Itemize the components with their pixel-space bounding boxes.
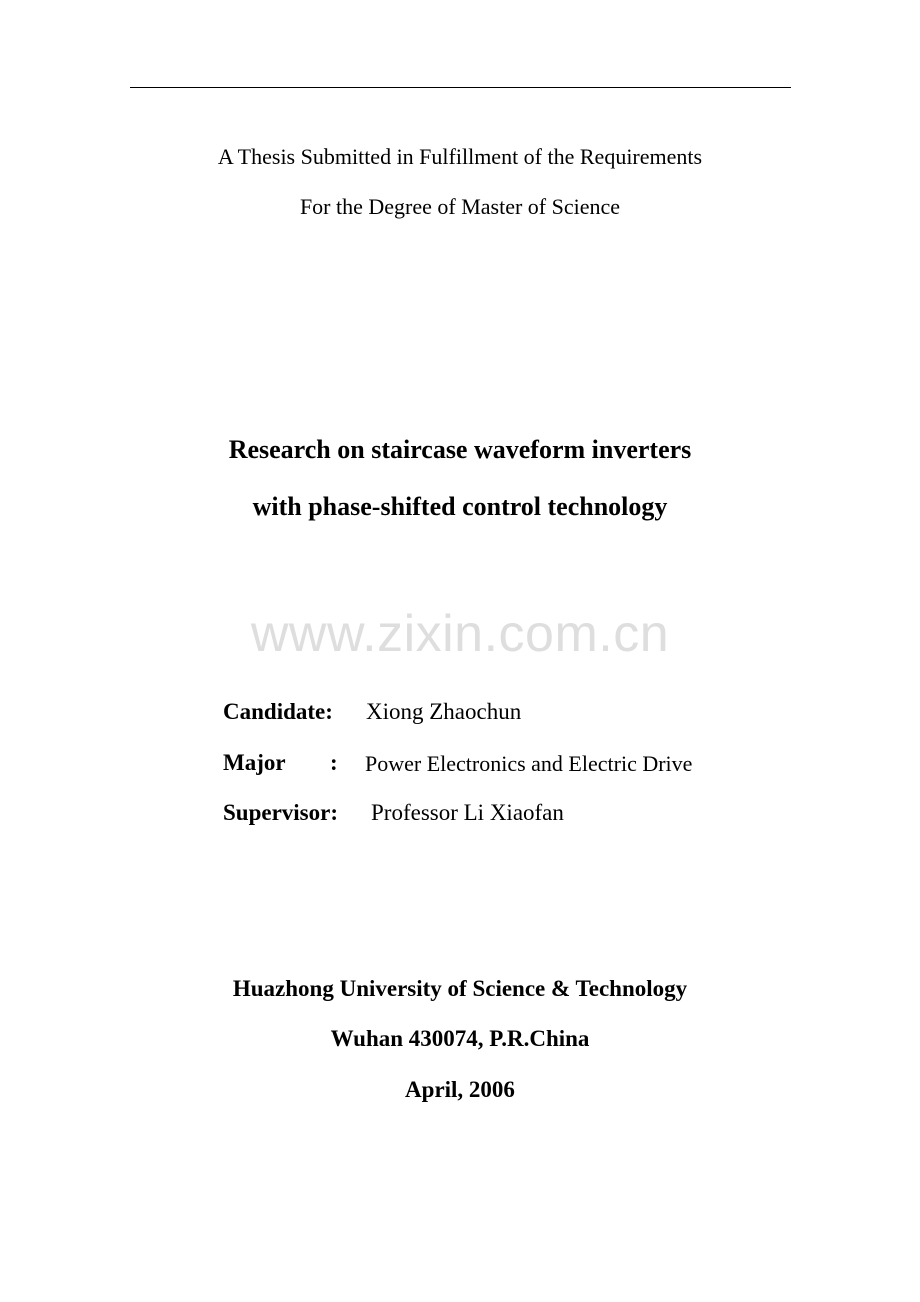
- university-name: Huazhong University of Science & Technology: [232, 976, 688, 1001]
- submission-statement-line1: A Thesis Submitted in Fulfillment of the Requirements: [217, 144, 703, 169]
- major-label: Major: [223, 750, 286, 775]
- supervisor-value: Professor Li Xiaofan: [371, 800, 564, 825]
- supervisor-label: Supervisor:: [223, 800, 338, 825]
- submission-date: April, 2006: [405, 1077, 515, 1102]
- major-value: Power Electronics and Electric Drive: [365, 751, 693, 776]
- university-address: Wuhan 430074, P.R.China: [330, 1026, 590, 1051]
- candidate-label: Candidate:: [223, 699, 333, 724]
- thesis-title-line1: Research on staircase waveform inverters: [228, 435, 692, 464]
- candidate-value: Xiong Zhaochun: [366, 699, 522, 724]
- major-colon: :: [330, 750, 338, 775]
- degree-statement-line2: For the Degree of Master of Science: [299, 194, 621, 219]
- thesis-title-line2: with phase-shifted control technology: [252, 492, 668, 521]
- watermark-text: www.zixin.com.cn: [250, 605, 670, 663]
- top-divider: [130, 87, 791, 88]
